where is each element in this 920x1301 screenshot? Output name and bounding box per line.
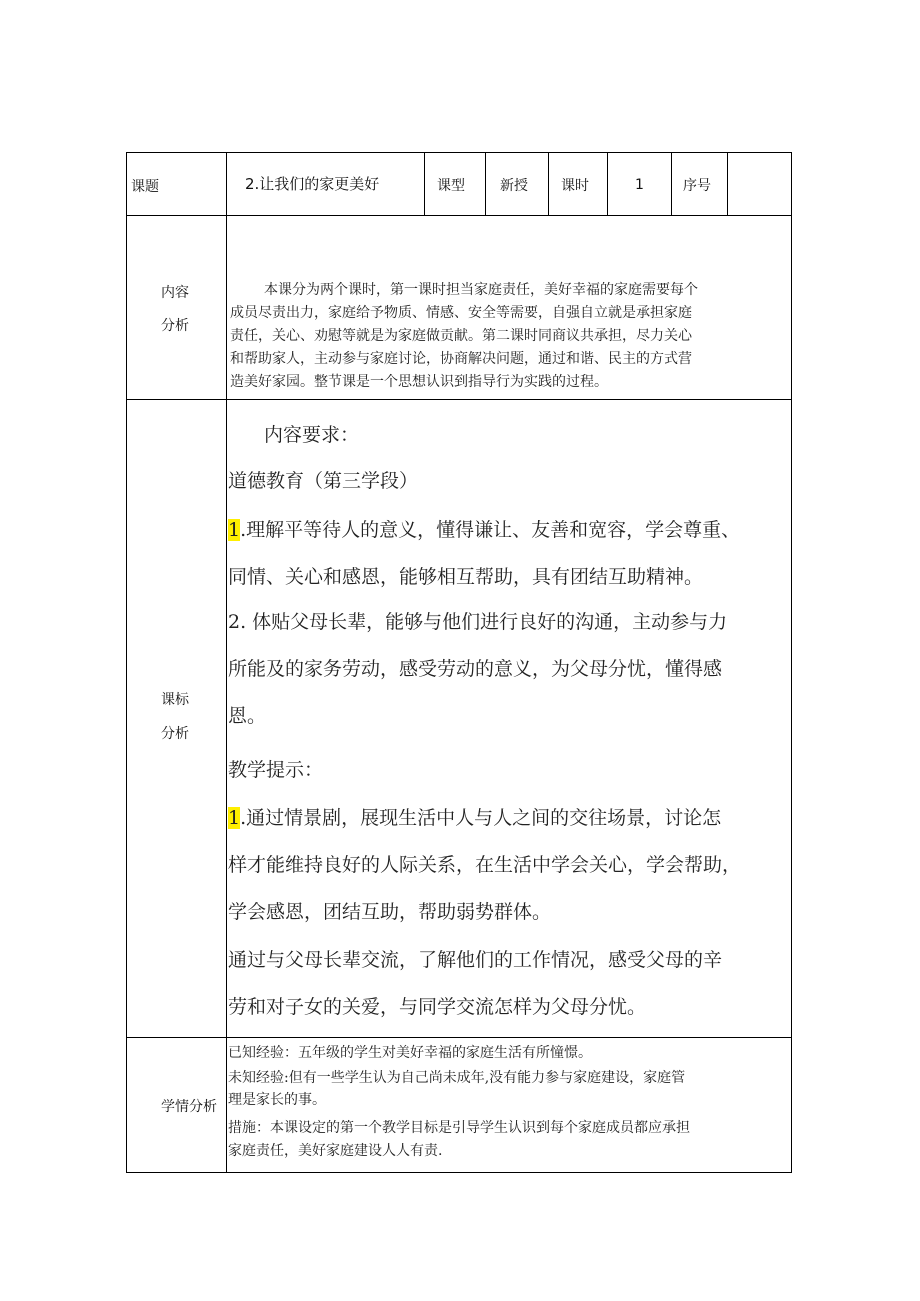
item-line: 所能及的家务劳动，感受劳动的意义，为父母分忧，懂得感 [228,658,723,680]
hours-value: 1 [635,177,644,193]
content-analysis-label-line2: 分析 [161,318,189,334]
content-analysis-line: 成员尽责出力，家庭给予物质、情感、安全等需要，自强自立就是承担家庭 [230,305,692,321]
tip-line: 学会感恩，团结互助，帮助弱势群体。 [228,901,552,923]
content-analysis-line: 责任，关心、劝慰等就是为家庭做贡献。第二课时同商议共承担，尽力关心 [230,328,692,344]
topic-value-cell [226,152,425,216]
student-analysis-line: 家庭责任，美好家庭建设人人有责. [228,1143,443,1159]
student-analysis-line: 未知经验:但有一些学生认为自己尚未成年,没有能力参与家庭建设，家庭管 [228,1070,686,1086]
topic-label-cell [126,152,227,216]
student-analysis-body-cell [226,1037,792,1173]
tip-item-2 [228,937,722,1031]
tip-line: 样才能维持良好的人际关系，在生活中学会关心，学会帮助， [228,854,742,876]
standard-analysis-label-cell [126,399,227,1038]
requirements-heading: 内容要求： [264,424,360,446]
item-line: 同情、关心和感恩，能够相互帮助，具有团结互助精神。 [228,566,704,588]
lesson-plan-table [126,152,792,1173]
topic-label: 课题 [131,179,159,195]
standard-analysis-body-cell [226,399,792,1038]
seq-label: 序号 [683,178,711,194]
standard-analysis-label-line2: 分析 [161,726,189,742]
standard-analysis-label-line1: 课标 [161,692,189,708]
hours-value-cell [607,152,672,216]
student-analysis-line: 已知经验：五年级的学生对美好幸福的家庭生活有所憧憬。 [228,1045,592,1061]
type-label-cell [424,152,486,216]
hours-label-cell [548,152,608,216]
student-analysis-line: 措施：本课设定的第一个教学目标是引导学生认识到每个家庭成员都应承担 [228,1120,690,1136]
content-analysis-line: 本课分为两个课时，第一课时担当家庭责任，美好幸福的家庭需要每个 [264,282,698,298]
tips-heading: 教学提示： [228,759,324,781]
item-line: 2. 体贴父母长辈，能够与他们进行良好的沟通，主动参与力 [228,611,728,633]
item-line: 恩。 [228,705,267,727]
type-label: 课型 [437,178,465,194]
content-analysis-label-line1: 内容 [161,285,189,301]
tip-line: .通过情景剧，展现生活中人与人之间的交往场景，讨论怎 [240,807,722,829]
item-number-highlight: 1 [228,519,241,541]
type-value-cell [485,152,549,216]
tip-line: 劳和对子女的关爱，与同学交流怎样为父母分忧。 [228,996,647,1018]
topic-value: 2.让我们的家更美好 [245,175,380,193]
item-line: .理解平等待人的意义，懂得谦让、友善和宽容，学会尊重、 [240,519,741,541]
tip-line: 通过与父母长辈交流，了解他们的工作情况，感受父母的辛 [228,949,723,971]
type-value: 新授 [500,178,528,194]
content-analysis-line: 造美好家园。整节课是一个思想认识到指导行为实践的过程。 [230,374,608,390]
content-analysis-body-cell [226,215,792,400]
student-analysis-label-cell [126,1037,227,1173]
hours-label: 课时 [561,178,589,194]
student-analysis-line: 理是家长的事。 [228,1092,326,1108]
tip-number-highlight: 1 [228,807,241,829]
seq-value-cell [727,152,792,216]
requirement-item-2 [228,599,727,740]
requirement-item-1 [228,507,740,601]
student-analysis-label: 学情分析 [161,1099,217,1115]
content-analysis-line: 和帮助家人，主动参与家庭讨论，协商解决问题，通过和谐、民主的方式营 [230,351,692,367]
tip-item-1 [228,795,741,936]
content-analysis-label-cell [126,215,227,400]
seq-label-cell [671,152,728,216]
subject-line: 道德教育（第三学段） [228,470,419,492]
